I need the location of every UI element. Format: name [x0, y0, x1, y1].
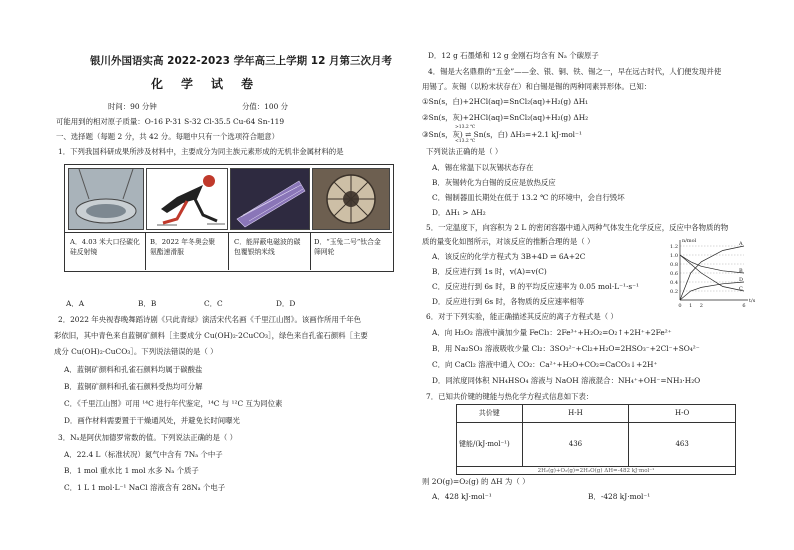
q4-eq1: ①Sn(s，白)+2HCl(aq)=SnCl₂(aq)+H₂(g) ΔH₁: [422, 97, 589, 106]
y-tick-label: 0.6: [670, 271, 678, 277]
q1-option-a-caption: A．4.03 米大口径碳化硅反射镜: [70, 238, 140, 256]
reflector-mirror-image: [69, 169, 143, 229]
y-tick-label: 1.2: [670, 244, 678, 250]
q6-option-c: C．向 CaCl₂ 溶液中通入 CO₂：Ca²⁺+H₂O+CO₂=CaCO₃↓+2H⁺: [432, 360, 658, 369]
table-header-cell: 共价键: [457, 405, 523, 423]
series-label-b: B: [739, 268, 743, 274]
series-label-c: C: [739, 286, 743, 292]
q7-question: 则 2O(g)=O₂(g) 的 ΔH 为（ ）: [422, 477, 530, 486]
section-heading: 一、选择题（每题 2 分，共 42 分。每题中只有一个选项符合题意）: [56, 132, 280, 141]
q5-option-b: B．反应进行到 1s 时，v(A)=v(C): [432, 267, 547, 276]
speed-skater-image: [147, 169, 227, 229]
table-cell: 463: [629, 423, 736, 467]
q4-eq3: ③Sn(s，灰) ⇌ Sn(s，白) ΔH₃=+2.1 kJ·mol⁻¹: [422, 130, 582, 139]
q7-option-a: A．428 kJ·mol⁻¹: [432, 492, 492, 501]
q2-line3: 成分 Cu(OH)₂·CuCO₃］。下列说法错误的是（ ）: [54, 347, 218, 356]
q4-option-b: B．灰锡转化为白锡的反应是放热反应: [432, 178, 556, 187]
q5-option-a: A．该反应的化学方程式为 3B+4D ⇌ 6A+2C: [432, 252, 586, 261]
q1-answer-d: D．D: [276, 299, 296, 308]
series-label-a: A: [739, 241, 743, 247]
q5-chart: [658, 236, 756, 310]
q1-answer-c: C．C: [204, 299, 223, 308]
table-cut-row: 2H₂(g)+O₂(g)=2H₂O(g) ΔH=-482 kJ·mol⁻¹: [457, 467, 736, 475]
caption-divider: [145, 232, 146, 270]
q2-option-c: C．《千里江山图》可用 ¹⁴C 进行年代鉴定，¹⁴C 与 ¹²C 互为同位素: [64, 399, 283, 408]
q7-stem: 7．已知共价键的键能与热化学方程式信息如下表：: [426, 392, 594, 401]
table-header-row: [457, 405, 736, 423]
left-column: [56, 0, 394, 550]
rover-wheel-photo: [312, 168, 390, 230]
series-label-d: D: [739, 277, 744, 283]
x-axis-label: t/s: [749, 298, 756, 304]
q2-line1: 2．2022 年央视春晚舞蹈诗剧《只此青绿》演活宋代名画《千里江山图》。该画作所用千年色: [58, 315, 362, 324]
q4-option-c: C．锡制器皿长期处在低于 13.2 ℃ 的环境中，会自行毁坏: [432, 193, 625, 202]
q7-option-b: B．-428 kJ·mol⁻¹: [588, 492, 651, 501]
q4-condition-top: >13.2 ℃: [455, 125, 476, 130]
q6-option-b: B．用 Na₂SO₃ 溶液吸收少量 Cl₂：3SO₃²⁻+Cl₂+H₂O=2HSO₃⁻+2Cl⁻+SO₄²⁻: [432, 344, 700, 353]
caption-divider: [228, 232, 229, 270]
q2-line2: 彩依旧，其中青色来自蓝铜矿颜料［主要成分 Cu(OH)₂·2CuCO₃］，绿色来自孔雀石颜料［主要: [54, 331, 368, 340]
q6-option-a: A．向 H₂O₂ 溶液中滴加少量 FeCl₃：2Fe³⁺+H₂O₂=O₂↑+2H⁺+2Fe²⁺: [432, 328, 672, 337]
q3-option-b: B．1 mol 重水比 1 mol 水多 Nₐ 个质子: [64, 466, 199, 475]
table-cell: 436: [522, 423, 629, 467]
subject-title: 化学试卷: [151, 77, 272, 91]
caption-divider: [310, 232, 311, 270]
q2-option-a: A．蓝铜矿颜料和孔雀石颜料均属于碳酸盐: [64, 365, 203, 374]
x-tick-label: 2: [699, 303, 703, 309]
exam-title: 银川外国语实高 2022-2023 学年高三上学期 12 月第三次月考: [90, 55, 393, 67]
y-tick-label: 0.2: [670, 289, 678, 295]
q2-option-d: D．画作材料需要置于干燥通风处，并避免长时间曝光: [64, 416, 240, 425]
q5-option-c: C．反应进行到 6s 时，B 的平均反应速率为 0.05 mol·L⁻¹·s⁻¹: [432, 282, 639, 291]
y-tick-label: 0.8: [670, 262, 678, 268]
q4-line2: 用锡了。灰锡（以粉末状存在）和白锡是锡的两种同素异形体。已知：: [422, 82, 652, 91]
score-info: 分值：100 分: [242, 102, 289, 111]
q6-stem: 6．对于下列实验，能正确描述其反应的离子方程式是（ ）: [426, 312, 618, 321]
q4-option-a: A．锡在常温下以灰锡状态存在: [432, 163, 534, 172]
right-column: [422, 0, 756, 550]
table-row: [457, 423, 736, 467]
bond-energy-table: [456, 404, 736, 475]
table-row-label: 键能/(kJ·mol⁻¹): [457, 423, 523, 467]
x-tick-label: 6: [742, 303, 746, 309]
x-tick-label: 0: [678, 303, 682, 309]
q1-option-d-caption: D．“玉兔二号”钛合金筛网轮: [314, 238, 381, 256]
mirror-photo: [68, 168, 144, 230]
q1-answer-a: A．A: [66, 299, 85, 308]
nanowire-image: [231, 169, 309, 229]
q3-option-c: C．1 L 1 mol·L⁻¹ NaCl 溶液含有 28Nₐ 个电子: [64, 483, 226, 492]
x-tick-label: 1: [689, 303, 693, 309]
q5-line2: 质的量变化如图所示，对该反应的推断合理的是（ ）: [422, 237, 595, 246]
q1-option-c-caption: C．能屏蔽电磁波的碳包覆银纳米线: [234, 238, 301, 256]
q3-stem: 3．Nₐ是阿伏加德罗常数的值。下列说法正确的是（ ）: [58, 433, 237, 442]
y-tick-label: 1.0: [670, 253, 678, 259]
q1-option-b-caption: B．2022 年冬奥会聚氨酯速滑服: [150, 238, 216, 256]
q3-option-a: A．22.4 L（标准状况）氮气中含有 7Nₐ 个中子: [64, 450, 223, 459]
table-row: [457, 467, 736, 475]
table-header-cell: H-H: [522, 405, 629, 423]
nanowire-photo: [230, 168, 310, 230]
q2-option-b: B．蓝铜矿颜料和孔雀石颜料受热均可分解: [64, 382, 203, 391]
y-axis-label: n/mol: [682, 238, 697, 244]
q1-stem: 1．下列我国科研成果所涉及材料中，主要成分为同主族元素形成的无机非金属材料的是: [58, 147, 344, 156]
q1-answer-b: B．B: [138, 299, 157, 308]
rover-wheel-image: [313, 169, 389, 229]
skater-photo: [146, 168, 228, 230]
q4-prompt: 下列说法正确的是（ ）: [426, 147, 503, 156]
q3-option-d: D．12 g 石墨烯和 12 g 金刚石均含有 Nₐ 个碳原子: [428, 51, 599, 60]
table-header-cell: H-O: [629, 405, 736, 423]
atomic-masses: 可能用到的相对原子质量：O-16 P-31 S-32 Cl-35.5 Cu-64 Sn-119: [56, 117, 285, 126]
q4-line1: 4．锡是大名鼎鼎的“五金”——金、银、铜、铁、锡之一，早在远古时代，人们便发现并使: [428, 67, 722, 76]
q4-option-d: D．ΔH₁ > ΔH₂: [432, 208, 486, 217]
q6-option-d: D．同浓度同体积 NH₄HSO₄ 溶液与 NaOH 溶液混合：NH₄⁺+OH⁻=NH₃·H₂O: [432, 376, 701, 385]
y-tick-label: 0.4: [670, 280, 678, 286]
time-info: 时间：90 分钟: [108, 102, 157, 111]
q4-eq2: ②Sn(s，灰)+2HCl(aq)=SnCl₂(aq)+H₂(g) ΔH₂: [422, 113, 589, 122]
q5-line1: 5．一定温度下，向容积为 2 L 的密闭容器中通入两种气体发生化学反应，反应中各物质的物: [426, 223, 729, 232]
q4-condition-bottom: <13.2 ℃: [455, 139, 476, 144]
q5-option-d: D．反应进行到 6s 时，各物质的反应速率相等: [432, 297, 585, 306]
